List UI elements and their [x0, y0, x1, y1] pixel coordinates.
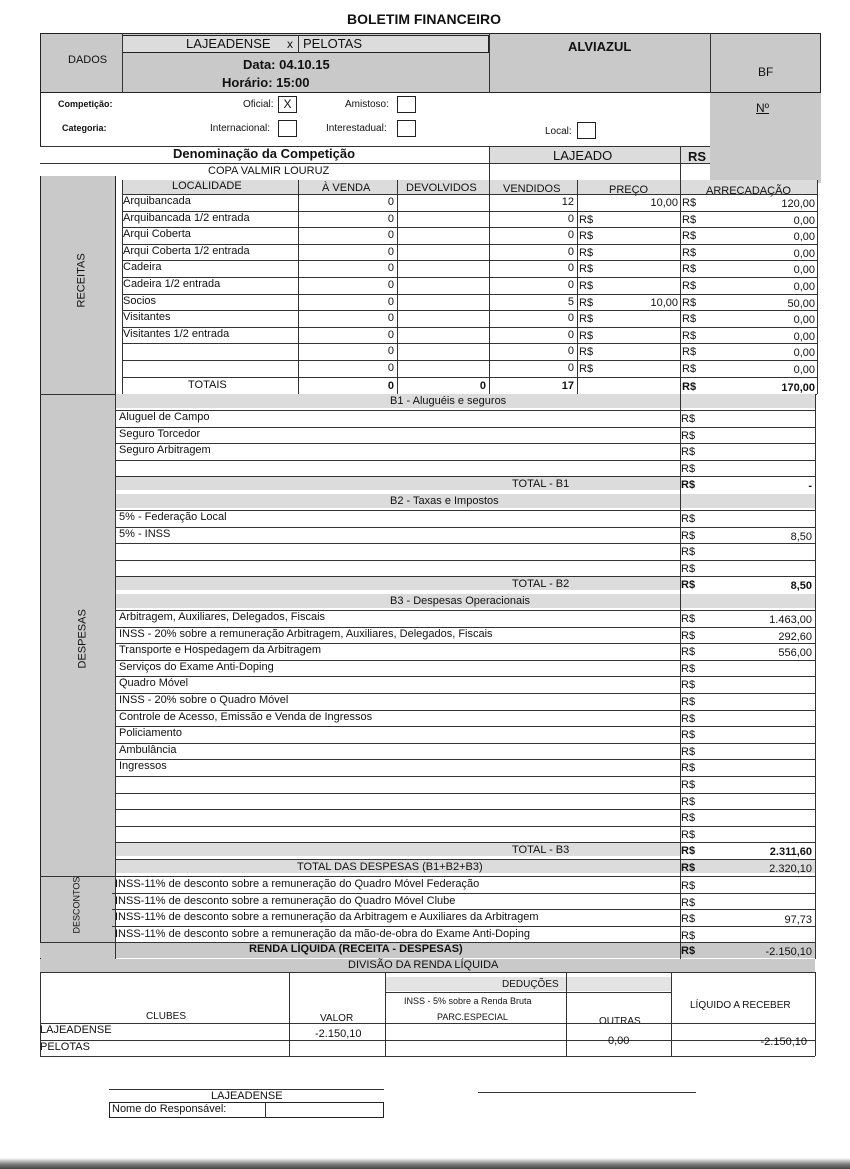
- currency-label: R$: [579, 363, 594, 375]
- competicao-label: Competição:: [58, 99, 113, 109]
- a-venda-value: 0: [387, 246, 394, 258]
- currency-label: R$: [682, 381, 697, 393]
- total-despesas-label: TOTAL DAS DESPESAS (B1+B2+B3): [297, 861, 483, 873]
- currency-label: R$: [682, 346, 697, 358]
- arrecadacao-value: 0,00: [793, 231, 815, 243]
- match-date: Data: 04.10.15: [243, 57, 330, 72]
- a-venda-value: 0: [387, 345, 394, 357]
- currency-label: R$: [681, 897, 696, 909]
- inss-label: INSS - 5% sobre a Renda Bruta: [404, 996, 532, 1006]
- receitas-row: [122, 294, 817, 311]
- row-label: Arqui Coberta 1/2 entrada: [123, 245, 250, 257]
- amistoso-label: Amistoso:: [345, 99, 389, 110]
- receitas-row: [122, 310, 817, 327]
- expense-value: 8,50: [790, 531, 812, 543]
- currency-label: R$: [681, 579, 696, 591]
- b1-title: B1 - Aluguéis e seguros: [390, 395, 507, 407]
- col-arrecadacao: ARRECADAÇÃO: [706, 185, 791, 197]
- a-venda-value: 0: [387, 296, 394, 308]
- row-label: Arquibancada 1/2 entrada: [123, 212, 250, 224]
- internacional-label: Internacional:: [210, 123, 271, 134]
- a-venda-value: 0: [387, 329, 394, 341]
- totais-vendidos: 17: [561, 380, 574, 392]
- currency-label: R$: [579, 263, 594, 275]
- row-label: Arqui Coberta: [123, 228, 191, 240]
- expense-value: 292,60: [778, 631, 812, 643]
- expense-label: 5% - INSS: [119, 528, 171, 540]
- expense-value: 556,00: [778, 647, 812, 659]
- row-label: Visitantes 1/2 entrada: [123, 328, 230, 340]
- clubes-label: CLUBES: [146, 1011, 187, 1022]
- currency-label: R$: [681, 713, 696, 725]
- vendidos-value: 0: [567, 246, 574, 258]
- receitas-row: [122, 343, 817, 360]
- expense-label: Aluguel de Campo: [119, 411, 210, 423]
- currency-label: R$: [681, 913, 696, 925]
- currency-label: R$: [682, 197, 697, 209]
- despesas-section-label: DESPESAS: [76, 609, 89, 669]
- currency-label: R$: [681, 463, 696, 475]
- a-venda-value: 0: [387, 312, 394, 324]
- arrecadacao-value: 0,00: [793, 281, 815, 293]
- local-checkbox[interactable]: [577, 122, 596, 139]
- currency-label: R$: [681, 762, 696, 774]
- currency-label: R$: [682, 214, 697, 226]
- club-name: LAJEADENSE: [40, 1024, 112, 1036]
- total-b1: TOTAL - B1: [512, 478, 570, 490]
- currency-label: R$: [579, 280, 594, 292]
- currency-label: R$: [681, 779, 696, 791]
- col-vendidos: VENDIDOS: [503, 183, 561, 195]
- currency-label: R$: [682, 247, 697, 259]
- receitas-row: [122, 194, 817, 211]
- expense-label: Ambulância: [119, 744, 177, 756]
- currency-label: R$: [579, 230, 594, 242]
- vendidos-value: 5: [567, 296, 574, 308]
- row-label: Socios: [123, 295, 157, 307]
- descontos-section-label: DESCONTOS: [71, 876, 82, 934]
- currency-label: R$: [681, 696, 696, 708]
- local-label: Local:: [545, 126, 572, 137]
- a-venda-value: 0: [387, 213, 394, 225]
- expense-label: Quadro Móvel: [119, 677, 189, 689]
- expense-label: Serviços do Exame Anti-Doping: [119, 661, 274, 673]
- currency-label: R$: [682, 330, 697, 342]
- divisao-heading: DIVISÃO DA RENDA LÍQUIDA: [348, 959, 499, 971]
- currency-label: R$: [682, 280, 697, 292]
- receitas-row: [122, 360, 817, 377]
- bf-label: BF: [758, 65, 774, 79]
- vendidos-value: 0: [567, 262, 574, 274]
- a-venda-value: 0: [387, 196, 394, 208]
- total-b1-value: -: [808, 480, 812, 492]
- arrecadacao-value: 0,00: [793, 248, 815, 260]
- vs-label: x: [287, 37, 293, 51]
- arrecadacao-value: 0,00: [793, 364, 815, 376]
- competition-name: COPA VALMIR LOURUZ: [208, 165, 330, 177]
- outras-label: OUTRAS: [599, 1016, 641, 1027]
- currency-label: R$: [579, 330, 594, 342]
- row-label: Arquibancada: [123, 195, 191, 207]
- desconto-label: INSS-11% de desconto sobre a remuneração do Quadro Móvel Clube: [115, 895, 456, 907]
- col-localidade: LOCALIDADE: [172, 180, 242, 192]
- amistoso-checkbox[interactable]: [397, 96, 416, 113]
- arrecadacao-value: 0,00: [793, 347, 815, 359]
- currency-label: RS: [688, 149, 707, 164]
- renda-liquida-value: -2.150,10: [765, 946, 812, 958]
- expense-label: INSS - 20% sobre a remuneração Arbitragem, Auxiliares, Delegados, Fiscais: [119, 628, 493, 640]
- vendidos-value: 0: [567, 213, 574, 225]
- partner-name: ALVIAZUL: [568, 39, 632, 54]
- b3-title: B3 - Despesas Operacionais: [390, 595, 531, 607]
- currency-label: R$: [579, 214, 594, 226]
- a-venda-value: 0: [387, 279, 394, 291]
- currency-label: R$: [681, 430, 696, 442]
- total-b3: TOTAL - B3: [512, 844, 570, 856]
- vendidos-value: 12: [561, 196, 574, 208]
- currency-label: R$: [681, 530, 696, 542]
- totais-a-venda: 0: [387, 380, 394, 392]
- total-b2: TOTAL - B2: [512, 578, 570, 590]
- total-b3-value: 2.311,60: [769, 846, 812, 858]
- totais-devolvidos: 0: [479, 380, 486, 392]
- expense-label: INSS - 20% sobre o Quadro Móvel: [119, 694, 289, 706]
- internacional-checkbox[interactable]: [278, 120, 297, 137]
- a-venda-value: 0: [387, 362, 394, 374]
- currency-label: R$: [681, 796, 696, 808]
- renda-liquida-label: RENDA LÍQUIDA (RECEITA - DESPESAS): [249, 943, 463, 955]
- a-venda-value: 0: [387, 229, 394, 241]
- currency-label: R$: [579, 346, 594, 358]
- row-label: Cadeira 1/2 entrada: [123, 278, 221, 290]
- expense-label: Policiamento: [119, 727, 182, 739]
- currency-label: R$: [681, 446, 696, 458]
- arrecadacao-value: 50,00: [787, 298, 815, 310]
- parc-especial-label: PARC.ESPECIAL: [437, 1012, 508, 1022]
- receitas-row: [122, 260, 817, 277]
- expense-label: Controle de Acesso, Emissão e Venda de Ingressos: [119, 711, 373, 723]
- club-outras: 0,00: [608, 1035, 630, 1047]
- currency-label: R$: [681, 845, 696, 857]
- club-valor: -2.150,10: [315, 1028, 362, 1040]
- arrecadacao-value: 0,00: [793, 314, 815, 326]
- expense-value: 1.463,00: [769, 614, 812, 626]
- currency-label: R$: [681, 563, 696, 575]
- desconto-label: INSS-11% de desconto sobre a remuneração da mão-de-obra do Exame Anti-Doping: [115, 928, 530, 940]
- currency-label: R$: [681, 729, 696, 741]
- expense-label: 5% - Federação Local: [119, 511, 227, 523]
- receitas-section-label: RECEITAS: [75, 253, 88, 308]
- totais-arrecadacao: 170,00: [781, 382, 815, 394]
- vendidos-value: 0: [567, 229, 574, 241]
- desconto-label: INSS-11% de desconto sobre a remuneração do Quadro Móvel Federação: [115, 878, 480, 890]
- currency-label: R$: [681, 880, 696, 892]
- vendidos-value: 0: [567, 279, 574, 291]
- desconto-value: 97,73: [784, 914, 812, 926]
- totais-label: TOTAIS: [188, 379, 227, 391]
- expense-label: Seguro Torcedor: [119, 428, 201, 440]
- currency-label: R$: [579, 313, 594, 325]
- currency-label: R$: [681, 546, 696, 558]
- col-devolvidos: DEVOLVIDOS: [406, 182, 477, 194]
- currency-label: R$: [682, 263, 697, 275]
- currency-label: R$: [681, 646, 696, 658]
- arrecadacao-value: 120,00: [781, 198, 815, 210]
- club-liquido: -2.150,10: [760, 1036, 807, 1048]
- arrecadacao-value: 0,00: [793, 264, 815, 276]
- numero-label: Nº: [756, 101, 770, 115]
- signature-club: LAJEADENSE: [211, 1090, 283, 1102]
- currency-label: R$: [681, 413, 696, 425]
- currency-label: R$: [681, 812, 696, 824]
- currency-label: R$: [682, 297, 697, 309]
- expense-label: Transporte e Hospedagem da Arbitragem: [119, 644, 321, 656]
- col-a-venda: À VENDA: [322, 182, 371, 194]
- vendidos-value: 0: [567, 329, 574, 341]
- responsavel-label: Nome do Responsável:: [112, 1103, 227, 1115]
- col-preco: PREÇO: [609, 184, 649, 196]
- currency-label: R$: [681, 945, 696, 957]
- preco-value: 10,00: [650, 297, 678, 309]
- currency-label: R$: [682, 313, 697, 325]
- currency-label: R$: [579, 247, 594, 259]
- currency-label: R$: [682, 363, 697, 375]
- currency-label: R$: [579, 297, 594, 309]
- currency-label: R$: [681, 630, 696, 642]
- club-name: PELOTAS: [40, 1041, 90, 1053]
- match-time: Horário: 15:00: [222, 75, 310, 90]
- liquido-label: LÍQUIDO A RECEBER: [690, 1000, 791, 1011]
- desconto-label: INSS-11% de desconto sobre a remuneração da Arbitragem e Auxiliares da Arbitragem: [115, 911, 539, 923]
- row-label: Cadeira: [123, 261, 162, 273]
- expense-label: Seguro Arbitragem: [119, 444, 211, 456]
- expense-label: Arbitragem, Auxiliares, Delegados, Fiscais: [119, 611, 326, 623]
- expense-label: Ingressos: [119, 760, 167, 772]
- home-team: LAJEADENSE: [186, 36, 271, 51]
- currency-label: R$: [681, 679, 696, 691]
- currency-label: R$: [681, 829, 696, 841]
- currency-label: R$: [681, 479, 696, 491]
- currency-label: R$: [681, 930, 696, 942]
- vendidos-value: 0: [567, 345, 574, 357]
- vendidos-value: 0: [567, 362, 574, 374]
- currency-label: R$: [682, 230, 697, 242]
- b2-title: B2 - Taxas e Impostos: [390, 495, 499, 507]
- away-team: PELOTAS: [303, 36, 363, 51]
- interestadual-label: Interestadual:: [326, 123, 387, 134]
- oficial-checkbox[interactable]: X: [278, 96, 297, 113]
- oficial-label: Oficial:: [243, 99, 274, 110]
- currency-label: R$: [681, 513, 696, 525]
- currency-label: R$: [681, 746, 696, 758]
- receitas-row: [122, 277, 817, 294]
- arrecadacao-value: 0,00: [793, 331, 815, 343]
- valor-label: VALOR: [320, 1013, 354, 1024]
- competition-city: LAJEADO: [553, 148, 613, 163]
- vendidos-value: 0: [567, 312, 574, 324]
- interestadual-checkbox[interactable]: [397, 120, 416, 137]
- total-b2-value: 8,50: [790, 580, 812, 592]
- receitas-row: [122, 227, 817, 244]
- dados-label: DADOS: [68, 54, 108, 66]
- deducoes-label: DEDUÇÕES: [502, 979, 559, 990]
- preco-value: 10,00: [650, 197, 678, 209]
- a-venda-value: 0: [387, 262, 394, 274]
- row-label: Visitantes: [123, 311, 171, 323]
- total-despesas-value: 2.320,10: [769, 863, 812, 875]
- currency-label: R$: [681, 663, 696, 675]
- currency-label: R$: [681, 862, 696, 874]
- currency-label: R$: [681, 613, 696, 625]
- page-title: BOLETIM FINANCEIRO: [347, 11, 501, 27]
- arrecadacao-value: 0,00: [793, 215, 815, 227]
- competition-heading: Denominação da Competição: [173, 146, 356, 161]
- categoria-label: Categoria:: [62, 123, 107, 133]
